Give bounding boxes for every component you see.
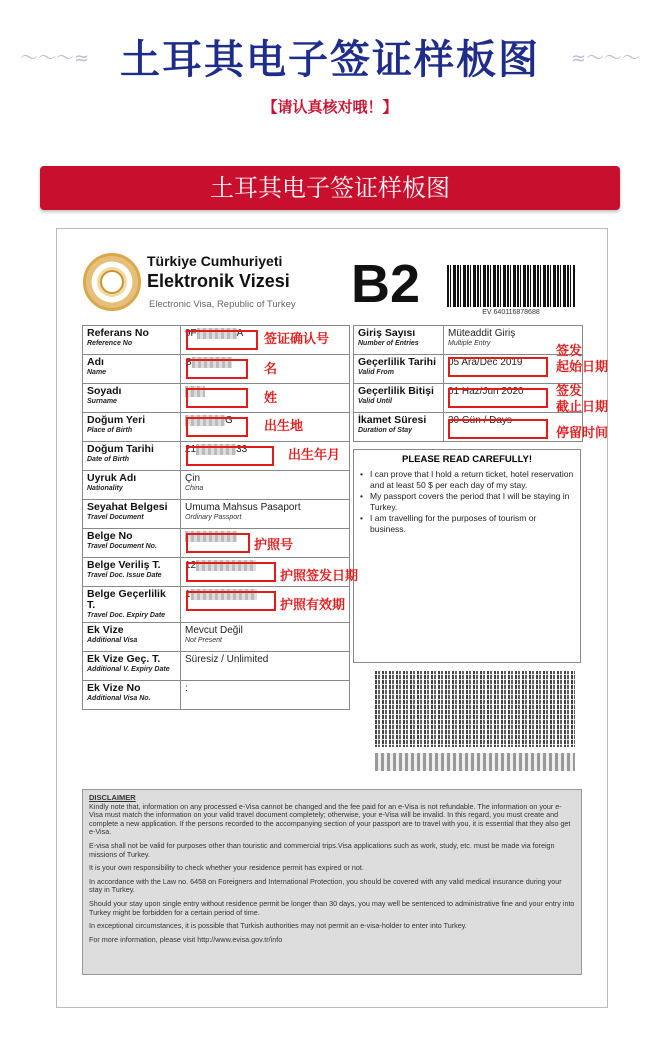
field-label: İkamet Süresi [358,414,427,426]
disclaimer-paragraph: E-visa shall not be valid for purposes other than touristic and commercial trips.Visa applications such as work, study, etc. must be made via foreign missions of Turkey. [89,840,555,859]
reference-value: 9F [185,328,197,340]
issue-date-value: 12 [185,560,197,572]
highlight-box [448,357,548,377]
add-visa-value: Mevcut Değil [185,625,243,636]
disclaimer-box [82,789,582,975]
notice-box [353,449,581,663]
travel-doc-value: Umuma Mahsus Pasaport [185,502,301,513]
field-label-en: Travel Document [87,514,144,521]
field-label: Ek Vize No [87,682,141,694]
table-row [83,471,350,500]
notice-item: • I am travelling for the purposes of tourism or business. [360,513,574,534]
table-row [83,623,350,652]
barcode [447,265,575,307]
subtitle: 【请认真核对哦！】 [262,98,398,116]
field-label: Referans No [87,327,149,339]
highlight-box [186,562,276,582]
field-label: Ek Vize [87,624,124,636]
nationality-value: Çin [185,473,201,484]
header-line3: Electronic Visa, Republic of Turkey [149,299,296,310]
disclaimer-paragraph: Should your stay upon single entry without residence permit be longer than 30 days, you may well be sentenced to administrative fine and your entry into Turkey might be forbidden for a certain period of time. [89,898,575,917]
field-label: Doğum Yeri [87,414,146,426]
entries-sub: Multiple Entry [448,340,491,347]
republic-seal-icon [83,253,141,311]
disclaimer-paragraph: In accordance with the Law no. 6458 on Foreigners and International Protection, you should be covered with any valid medical insurance during your stay in Turkey. [89,876,562,895]
travel-doc-sub: Ordinary Passport [185,514,242,521]
field-label-en: Name [87,369,107,376]
annotation-name: 名 [264,362,278,377]
disclaimer-paragraph: For more information, please visit http://www.evisa.gov.tr/info [89,934,283,944]
highlight-box [448,388,548,408]
nationality-sub: China [185,485,204,492]
field-label-en: Valid From [358,369,394,376]
disclaimer-paragraph: In exceptional circumstances, it is possible that Turkish authorities may not permit an e-visa-holder to enter into Turkey. [89,921,467,931]
field-label-en: Place of Birth [87,427,133,434]
highlight-box [186,417,248,437]
expiry-date-value: 1 [185,589,191,601]
add-visa-expiry-value: Süresiz / Unlimited [185,654,269,665]
evisa-document [56,228,608,1008]
field-label-en: Travel Doc. Expiry Date [87,612,166,619]
highlight-box [186,591,276,611]
notice-item: • My passport covers the period that I will be staying in Turkey. [360,491,574,512]
field-label: Giriş Sayısı [358,327,416,339]
table-row [83,500,350,529]
field-label-en: Additional Visa No. [87,695,151,702]
notice-title: PLEASE READ CAREFULLY! [401,454,533,465]
visa-type: B2 [351,254,421,314]
right-ornament: ≈〜〜〜 [570,48,640,69]
highlight-box [186,388,248,408]
annotation-valid-until-l2: 截止日期 [556,400,609,415]
add-visa-sub: Not Present [185,637,222,644]
field-label: Geçerlilik Tarihi [358,356,437,368]
field-label-en: Surname [87,398,117,405]
field-label-en: Travel Doc. Issue Date [87,572,162,579]
field-label: Ek Vize Geç. T. [87,653,161,665]
left-ornament: 〜〜〜≈ [20,48,90,69]
field-label: Belge Veriliş T. [87,559,161,571]
field-label-en: Date of Birth [87,456,129,463]
notice-item: • I can prove that I hold a return ticket, hotel reservation and at least 50 $ per each day of my stay. [360,469,574,490]
annotation-valid-from-l1: 签发 [556,344,583,359]
highlight-box [186,533,250,553]
birthdate-value: 21 [185,444,197,456]
field-label-en: Additional Visa [87,637,138,644]
birthplace-value: G [225,415,233,427]
valid-from-value: 05 Ara/Dec 2019 [448,357,523,368]
duration-value: 30 Gün / Days [448,415,512,426]
table-row [83,652,350,681]
blurred-strip [375,753,575,771]
field-label: Seyahat Belgesi [87,501,168,513]
annotation-issue-date: 护照签发日期 [280,569,359,584]
field-label: Doğum Tarihi [87,443,154,455]
highlight-box [186,446,274,466]
banner-title: 土耳其电子签证样板图 [40,166,620,210]
field-label-en: Travel Document No. [87,543,157,550]
field-label-en: Number of Entries [358,340,419,347]
table-row [354,326,583,355]
disclaimer-title: DISCLAIMER [89,793,136,802]
field-label: Adı [87,356,104,368]
field-label-en: Duration of Stay [358,427,413,434]
highlight-box [448,419,548,439]
name-value: S [185,357,192,369]
field-label-en: Reference No [87,340,133,347]
field-label-en: Additional V. Expiry Date [87,666,170,673]
annotation-birthplace: 出生地 [264,419,304,434]
annotation-birthdate: 出生年月 [288,448,341,463]
reference-value-end: A [236,328,244,340]
field-label: Geçerlilik Bitişi [358,385,434,397]
barcode-number: EV 640116878688 [482,309,540,316]
disclaimer-paragraph: Kindly note that, information on any processed e-Visa cannot be changed and the fee paid for an e-Visa is not refundable. The information on your e-Visa must match the information on your valid travel document completely; otherwise, your e-Visa will be invalid. In this regard, you must create and complete a new application. If the persons recorded to the accompanying section of your passport are to travel with you, it is essential that they also get e-Visa. [89,801,571,837]
annotation-stay: 停留时间 [556,426,609,441]
table-row: Ek Vize No Additional Visa No. : [83,681,350,710]
highlight-box [186,330,258,350]
annotation-ref: 签证确认号 [264,332,330,347]
field-label: Uyruk Adı [87,472,137,484]
annotation-expiry-date: 护照有效期 [280,598,346,613]
field-label-en: Nationality [87,485,123,492]
valid-until-value: 01 Haz/Jun 2020 [448,386,524,397]
header-line2: Elektronik Vizesi [147,271,290,291]
disclaimer-paragraph: It is your own responsibility to check whether your residence permit has expired or not. [89,863,364,873]
annotation-surname: 姓 [264,391,278,406]
annotation-valid-until-l1: 签发 [556,384,583,399]
annotation-valid-from-l2: 起始日期 [556,360,609,375]
field-label-en: Valid Until [358,398,392,405]
page-title: 土耳其电子签证样板图 [120,37,540,83]
header-line1: Türkiye Cumhuriyeti [147,253,283,269]
field-label: Soyadı [87,385,122,397]
highlight-box [186,359,248,379]
field-label: Belge No [87,530,133,542]
birthdate-value-end: 33 [236,444,248,456]
left-fields-table [82,325,350,710]
entries-value: Müteaddit Giriş [448,328,516,339]
annotation-passport-no: 护照号 [254,538,294,553]
field-label: Belge Geçerlilik T. [87,588,166,611]
